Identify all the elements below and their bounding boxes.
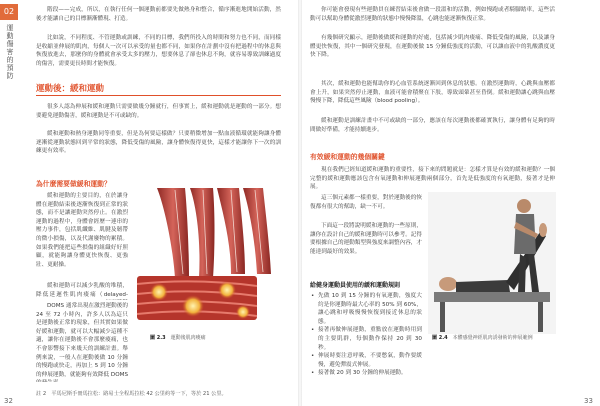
right-intro-paragraph-3: 其次，緩和運動也能幫助你的心血管系統逐漸回到休息的狀態。在激烈運動時，心跳與血壓都會上升，如果突然停止運動，血液可能會積聚在下肢，導致頭暈甚至昏倒。緩和運動讓心跳與血壓慢慢下降，降低這些風險（blood pooling）。 [310,81,555,105]
cooldown-paragraph-2: 緩和運動和熱身運動同等重要，但是為何要這樣做？只要稍微增加一點血液循環就能夠讓身體逐漸從運動狀態回到平常的狀態，降低受傷的風險，讓身體恢復得更快，這樣才能讓你下一次的訓練更有效率。 [36,131,281,155]
cooldown-paragraph-1: 很多人認為伸展和緩和運動只需要做幾分鐘就行，但事實上，緩和運動就是運動的一部分。想要避免運動傷害，緩和運動是不可或缺的。 [36,104,281,119]
right-intro-paragraph-1: 你可能會發現有些運動員在練習結束後會做一段溫和的活動，例如慢跑或者騎腳踏車，這些活動可以幫助身體從激烈運動的狀態中慢慢降溫，心跳也能逐漸恢復正常。 [310,7,555,22]
effective-cooldown-paragraph-2: 這三個元素都一樣重要，對於運動後的恢復都有很大的幫助，缺一不可。 [310,195,422,210]
figure-2-4-caption-text: 本體感覺神經肌肉誘發術的伸展範例 [452,335,533,341]
section-heading-effective-cooldown: 有效緩和運動的幾個關鍵 [310,153,385,161]
cooldown-rule-item: • 伸展時要注意呼吸，不要憋氣，動作要緩慢，避免彈震式伸展。 [310,352,422,369]
figure-2-3-caption [150,334,206,341]
cooldown-rule-item: • 接著再做伸展運動，重點放在運動時用到的主要肌群，每個動作保持 20 到 30 秒。 [310,326,422,352]
effective-cooldown-paragraph-3: 下面這一段將說明緩和運動的一些原則，讓你在設計自己的緩和運動時可以參考。記得要根據自己的運動類型與強度來調整內容，才能達到最好的效果。 [310,223,422,255]
right-intro-paragraph-2: 有幾個研究顯示，運動後做緩和運動的好處，包括減少肌肉痠痛、降低受傷的風險，以及讓身體更快恢復，其中一個研究發現，在運動後做 15 分鐘低強度的活動，可以讓血液中的乳酸濃度更快下降。 [310,35,555,59]
figure-pnf-stretch [428,192,556,334]
section-heading-cooldown: 運動後：緩和運動 [36,84,105,94]
why-cooldown-paragraph-3: DOMS 通常出現在激烈運動後的 24 至 72 小時內，許多人以為這只是運動後正常的現象，但其實如果做好緩和運動，就可以大幅減少這種不適，讓你在運動後不會那麼痠痛，也不會影響接下來幾天的訓練計畫。舉例來說，一般人在運動後做 10 分鐘的慢跑或快走，再加上 5 到 10 分鐘的伸展運動，就能夠有效降低 DOMS [36,303,128,378]
right-page-number: 33 [584,397,593,405]
left-intro-paragraph-1: 階段——完成，所以，在執行任何一個運動前都要先做熱身和整合，循序漸進地開始活動，然後才能讓自己的目標漸漸體現、打造。 [36,7,281,22]
cooldown-rules-list [310,292,422,390]
cooldown-rule-item: • 接著做 20 到 30 分鐘的伸展運動。 [310,369,422,378]
chapter-number-tab: 02 [0,4,18,20]
book-gutter [298,0,302,406]
section-heading-rule [36,95,281,96]
subheading-cooldown-rules: 給健身運動員使用的緩和運動規則 [310,282,401,289]
figure-2-3-label: 圖 2.3 [150,335,166,341]
why-cooldown-paragraph-1: 緩和運動的主要目的，在於讓身體在運動結束後逐漸恢復到正常的狀態，而不是讓運動突然停止。在激烈運動的過程中，身體會經歷一連串的壓力事件，包括肌纖維、肌腱及韌帶的微小損傷，以及代謝廢物的累積。如果我們能把這些損傷的組織好好照顧，就能夠讓身體更快恢復、更強壯、更耐操。 [36,193,128,268]
figure-muscle-soreness [135,188,281,333]
muscle-leg-illustration [135,188,281,333]
figure-2-4-label: 圖 2.4 [432,335,448,341]
cooldown-rule-item: • 先做 10 到 15 分鐘的有氧運動，強度大約是你運動時最大心率的 50% 到 60%，讓心跳和呼吸慢慢恢復到接近休息的狀態。 [310,292,422,326]
effective-cooldown-paragraph-1: 現在我們已經知道緩和運動的重要性，接下來的問題就是：怎樣才算是有效的緩和運動？一個完整的緩和運動應該包含有氧運動和伸展運動兩個部分，首先是低強度的有氧運動，接著才是伸展。 [310,167,555,191]
left-intro-paragraph-2: 比如說，不同程度、不管運動或訓練，不同的目標，我們所投入的時間和努力也不同，而同樣是收縮並伸展的肌肉，每個人一次可以承受的量也都不同，如果你在計劃中沒有把過程中的休息與恢復放進去，那麼你的身體就會承受太多的壓力，想要休息了卻也休息不夠，就容易導致訓練過度的傷害，需要更長時間才能恢復。 [36,35,281,67]
left-footnote: 註 2 平馬尼斯手冊馬拉松：路易士全程馬拉松 42 公里約等一下，等於 21 公里。 [36,391,227,397]
why-cooldown-paragraph-2: 緩和運動可以減少乳酸的堆積，降低延遲性肌肉痠痛（delayed- [36,283,128,298]
chapter-title-vertical: 運動傷害的預防 [6,24,14,80]
subsection-heading-why-cooldown: 為什麼需要做緩和運動？ [36,180,111,188]
pnf-stretch-illustration [428,192,556,334]
figure-2-3-caption-text: 運動後肌肉痠痛 [170,335,206,341]
left-page-number: 32 [4,397,13,405]
figure-2-4-caption [432,334,533,341]
right-intro-paragraph-4: 緩和運動是訓練計畫中不可或缺的一部分，應該在每次運動後都確實執行，讓身體有足夠的時間做好準備，才能持續進步。 [310,118,555,133]
